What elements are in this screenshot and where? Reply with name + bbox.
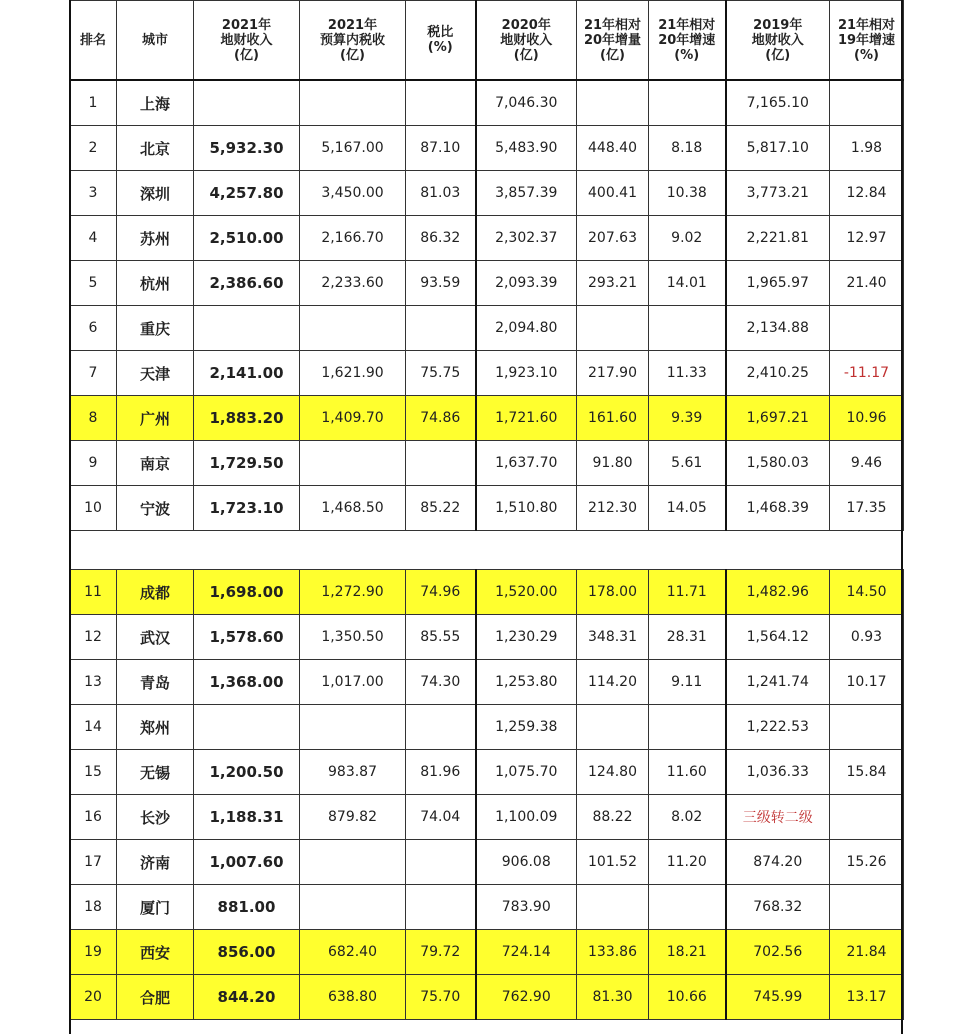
cell-rev2020[interactable]: 1,923.10	[476, 351, 577, 396]
cell-rank[interactable]: 13	[70, 660, 117, 705]
cell-rev2021[interactable]: 2,141.00	[194, 351, 300, 396]
header-increase-vs-2020[interactable]: 21年相对 20年增量 (亿)	[577, 1, 649, 81]
cell-rev2019[interactable]: 1,241.74	[726, 660, 830, 705]
cell-rank[interactable]: 7	[70, 351, 117, 396]
cell-growth-vs-2020[interactable]	[649, 705, 726, 750]
cell-tax2021[interactable]: 682.40	[300, 930, 406, 975]
cell-growth-vs-2019[interactable]: 10.96	[830, 396, 904, 441]
cell-growth-vs-2020[interactable]: 8.18	[649, 126, 726, 171]
cell-growth-vs-2020[interactable]: 9.39	[649, 396, 726, 441]
cell-growth-vs-2020[interactable]: 11.20	[649, 840, 726, 885]
cell-increase-vs-2020[interactable]: 133.86	[577, 930, 649, 975]
cell-rev2021[interactable]: 1,368.00	[194, 660, 300, 705]
cell-tax-ratio[interactable]	[406, 441, 476, 486]
cell-rev2020[interactable]: 1,230.29	[476, 615, 577, 660]
cell-growth-vs-2020[interactable]	[649, 885, 726, 930]
cell-city[interactable]: 合肥	[117, 975, 194, 1020]
cell-rev2019[interactable]: 1,564.12	[726, 615, 830, 660]
cell-tax-ratio[interactable]	[406, 306, 476, 351]
cell-city[interactable]: 广州	[117, 396, 194, 441]
cell-growth-vs-2020[interactable]: 11.33	[649, 351, 726, 396]
cell-growth-vs-2019[interactable]: 13.17	[830, 975, 904, 1020]
header-rank[interactable]: 排名	[70, 1, 117, 81]
table-row	[70, 396, 904, 441]
cell-tax2021[interactable]	[300, 306, 406, 351]
cell-rank[interactable]: 18	[70, 885, 117, 930]
header-rev2020[interactable]: 2020年 地财收入 (亿)	[476, 1, 577, 81]
cell-rev2021[interactable]: 2,510.00	[194, 216, 300, 261]
cell-tax2021[interactable]: 1,621.90	[300, 351, 406, 396]
cell-growth-vs-2020[interactable]: 5.61	[649, 441, 726, 486]
cell-tax2021[interactable]	[300, 885, 406, 930]
table-row	[70, 261, 904, 306]
table-row	[70, 795, 904, 840]
cell-rank[interactable]: 1	[70, 80, 117, 126]
cell-increase-vs-2020[interactable]: 293.21	[577, 261, 649, 306]
cell-tax2021[interactable]: 638.80	[300, 975, 406, 1020]
cell-city[interactable]: 无锡	[117, 750, 194, 795]
cell-tax2021[interactable]: 2,166.70	[300, 216, 406, 261]
cell-tax2021[interactable]: 5,167.00	[300, 126, 406, 171]
cell-rev2020[interactable]: 724.14	[476, 930, 577, 975]
cell-growth-vs-2019[interactable]	[830, 795, 904, 840]
table-row	[70, 486, 904, 531]
cell-tax2021[interactable]: 1,017.00	[300, 660, 406, 705]
cell-rev2019[interactable]: 3,773.21	[726, 171, 830, 216]
cell-growth-vs-2020[interactable]: 9.02	[649, 216, 726, 261]
cell-rev2021[interactable]	[194, 80, 300, 126]
cell-rev2020[interactable]: 7,046.30	[476, 80, 577, 126]
header-tax-ratio[interactable]: 税比 (%)	[406, 1, 476, 81]
cell-city[interactable]: 北京	[117, 126, 194, 171]
cell-rev2019[interactable]: 1,468.39	[726, 486, 830, 531]
cell-growth-vs-2020[interactable]: 18.21	[649, 930, 726, 975]
cell-rev2019[interactable]: 1,697.21	[726, 396, 830, 441]
cell-growth-vs-2019[interactable]: 15.26	[830, 840, 904, 885]
fiscal-revenue-table	[69, 0, 904, 1020]
cell-rev2019[interactable]: 三级转二级	[726, 795, 830, 840]
cell-growth-vs-2019[interactable]: 12.84	[830, 171, 904, 216]
cell-growth-vs-2019[interactable]: 0.93	[830, 615, 904, 660]
cell-increase-vs-2020[interactable]: 217.90	[577, 351, 649, 396]
header-city[interactable]: 城市	[117, 1, 194, 81]
cell-rank[interactable]: 6	[70, 306, 117, 351]
cell-growth-vs-2020[interactable]: 11.60	[649, 750, 726, 795]
cell-rev2020[interactable]: 1,075.70	[476, 750, 577, 795]
cell-growth-vs-2020[interactable]: 8.02	[649, 795, 726, 840]
cell-rev2020[interactable]: 1,637.70	[476, 441, 577, 486]
cell-rank[interactable]: 12	[70, 615, 117, 660]
cell-increase-vs-2020[interactable]: 400.41	[577, 171, 649, 216]
cell-rev2021[interactable]: 1,723.10	[194, 486, 300, 531]
cell-rev2021[interactable]: 1,883.20	[194, 396, 300, 441]
table-row	[70, 80, 904, 126]
cell-rev2020[interactable]: 1,100.09	[476, 795, 577, 840]
cell-tax-ratio[interactable]: 87.10	[406, 126, 476, 171]
cell-tax-ratio[interactable]: 81.96	[406, 750, 476, 795]
cell-tax-ratio[interactable]: 75.75	[406, 351, 476, 396]
cell-city[interactable]: 郑州	[117, 705, 194, 750]
cell-city[interactable]: 成都	[117, 570, 194, 615]
cell-increase-vs-2020[interactable]: 161.60	[577, 396, 649, 441]
cell-increase-vs-2020[interactable]: 212.30	[577, 486, 649, 531]
cell-growth-vs-2020[interactable]: 10.66	[649, 975, 726, 1020]
cell-rev2021[interactable]: 4,257.80	[194, 171, 300, 216]
cell-rev2021[interactable]: 856.00	[194, 930, 300, 975]
cell-increase-vs-2020[interactable]: 88.22	[577, 795, 649, 840]
cell-city[interactable]: 长沙	[117, 795, 194, 840]
cell-increase-vs-2020[interactable]: 178.00	[577, 570, 649, 615]
cell-rank[interactable]: 10	[70, 486, 117, 531]
cell-tax-ratio[interactable]: 86.32	[406, 216, 476, 261]
cell-tax2021[interactable]: 983.87	[300, 750, 406, 795]
table-row	[70, 216, 904, 261]
cell-growth-vs-2019[interactable]: 21.84	[830, 930, 904, 975]
cell-rev2020[interactable]: 5,483.90	[476, 126, 577, 171]
cell-tax-ratio[interactable]: 75.70	[406, 975, 476, 1020]
cell-rank[interactable]: 9	[70, 441, 117, 486]
table-row	[70, 570, 904, 615]
cell-growth-vs-2020[interactable]: 10.38	[649, 171, 726, 216]
cell-growth-vs-2020[interactable]: 11.71	[649, 570, 726, 615]
cell-rev2019[interactable]: 5,817.10	[726, 126, 830, 171]
cell-growth-vs-2019[interactable]	[830, 80, 904, 126]
cell-rev2021[interactable]: 1,200.50	[194, 750, 300, 795]
fiscal-revenue-table-container	[69, 0, 903, 1034]
cell-city[interactable]: 重庆	[117, 306, 194, 351]
cell-increase-vs-2020[interactable]	[577, 306, 649, 351]
cell-growth-vs-2019[interactable]: 10.17	[830, 660, 904, 705]
cell-rev2021[interactable]	[194, 306, 300, 351]
cell-rev2020[interactable]: 2,302.37	[476, 216, 577, 261]
cell-rev2019[interactable]: 702.56	[726, 930, 830, 975]
cell-rev2020[interactable]: 1,510.80	[476, 486, 577, 531]
cell-tax-ratio[interactable]: 74.86	[406, 396, 476, 441]
table-row	[70, 705, 904, 750]
cell-tax2021[interactable]: 1,350.50	[300, 615, 406, 660]
cell-tax2021[interactable]	[300, 80, 406, 126]
cell-increase-vs-2020[interactable]: 448.40	[577, 126, 649, 171]
cell-rev2020[interactable]: 1,520.00	[476, 570, 577, 615]
cell-rank[interactable]: 19	[70, 930, 117, 975]
cell-city[interactable]: 西安	[117, 930, 194, 975]
cell-rank[interactable]: 20	[70, 975, 117, 1020]
table-row	[70, 126, 904, 171]
cell-growth-vs-2019[interactable]	[830, 306, 904, 351]
cell-tax2021[interactable]	[300, 441, 406, 486]
cell-rev2019[interactable]: 7,165.10	[726, 80, 830, 126]
cell-rank[interactable]: 11	[70, 570, 117, 615]
cell-rev2019[interactable]: 2,410.25	[726, 351, 830, 396]
cell-rev2020[interactable]: 1,259.38	[476, 705, 577, 750]
cell-city[interactable]: 青岛	[117, 660, 194, 705]
cell-city[interactable]: 厦门	[117, 885, 194, 930]
cell-tax2021[interactable]: 3,450.00	[300, 171, 406, 216]
cell-rev2021[interactable]: 844.20	[194, 975, 300, 1020]
cell-rev2019[interactable]: 2,134.88	[726, 306, 830, 351]
cell-rev2020[interactable]: 906.08	[476, 840, 577, 885]
cell-tax-ratio[interactable]: 74.04	[406, 795, 476, 840]
cell-increase-vs-2020[interactable]: 101.52	[577, 840, 649, 885]
cell-city[interactable]: 济南	[117, 840, 194, 885]
cell-rank[interactable]: 16	[70, 795, 117, 840]
cell-tax2021[interactable]: 2,233.60	[300, 261, 406, 306]
cell-tax-ratio[interactable]	[406, 840, 476, 885]
cell-increase-vs-2020[interactable]: 124.80	[577, 750, 649, 795]
cell-rev2019[interactable]: 1,580.03	[726, 441, 830, 486]
cell-city[interactable]: 苏州	[117, 216, 194, 261]
cell-rank[interactable]: 5	[70, 261, 117, 306]
cell-tax2021[interactable]: 879.82	[300, 795, 406, 840]
cell-tax-ratio[interactable]	[406, 885, 476, 930]
cell-rank[interactable]: 4	[70, 216, 117, 261]
header-tax2021[interactable]: 2021年 预算内税收 (亿)	[300, 1, 406, 81]
cell-tax-ratio[interactable]: 74.96	[406, 570, 476, 615]
cell-city[interactable]: 深圳	[117, 171, 194, 216]
cell-rev2021[interactable]: 881.00	[194, 885, 300, 930]
cell-growth-vs-2020[interactable]: 14.01	[649, 261, 726, 306]
cell-rev2019[interactable]: 768.32	[726, 885, 830, 930]
table-row	[70, 441, 904, 486]
cell-growth-vs-2019[interactable]: 9.46	[830, 441, 904, 486]
spacer-cell	[70, 531, 904, 570]
cell-rev2019[interactable]: 1,482.96	[726, 570, 830, 615]
cell-city[interactable]: 南京	[117, 441, 194, 486]
cell-rev2020[interactable]: 1,721.60	[476, 396, 577, 441]
cell-growth-vs-2020[interactable]: 14.05	[649, 486, 726, 531]
table-row	[70, 171, 904, 216]
cell-rev2021[interactable]: 1,007.60	[194, 840, 300, 885]
cell-increase-vs-2020[interactable]: 81.30	[577, 975, 649, 1020]
table-row	[70, 840, 904, 885]
cell-growth-vs-2019[interactable]	[830, 705, 904, 750]
cell-growth-vs-2019[interactable]: 21.40	[830, 261, 904, 306]
cell-increase-vs-2020[interactable]: 348.31	[577, 615, 649, 660]
cell-rev2019[interactable]: 1,965.97	[726, 261, 830, 306]
header-rev2019[interactable]: 2019年 地财收入 (亿)	[726, 1, 830, 81]
cell-tax-ratio[interactable]: 85.22	[406, 486, 476, 531]
cell-rev2019[interactable]: 2,221.81	[726, 216, 830, 261]
cell-rev2019[interactable]: 1,222.53	[726, 705, 830, 750]
cell-tax2021[interactable]	[300, 705, 406, 750]
cell-rev2020[interactable]: 783.90	[476, 885, 577, 930]
table-row	[70, 750, 904, 795]
cell-growth-vs-2020[interactable]: 9.11	[649, 660, 726, 705]
cell-rank[interactable]: 14	[70, 705, 117, 750]
table-row	[70, 615, 904, 660]
cell-tax-ratio[interactable]: 81.03	[406, 171, 476, 216]
cell-rev2020[interactable]: 1,253.80	[476, 660, 577, 705]
cell-tax2021[interactable]: 1,468.50	[300, 486, 406, 531]
cell-rev2019[interactable]: 1,036.33	[726, 750, 830, 795]
cell-rev2020[interactable]: 2,093.39	[476, 261, 577, 306]
cell-tax-ratio[interactable]	[406, 705, 476, 750]
cell-rev2021[interactable]: 5,932.30	[194, 126, 300, 171]
cell-rev2021[interactable]: 1,188.31	[194, 795, 300, 840]
cell-tax-ratio[interactable]: 79.72	[406, 930, 476, 975]
cell-tax2021[interactable]	[300, 840, 406, 885]
header-row	[70, 1, 904, 81]
cell-growth-vs-2020[interactable]	[649, 80, 726, 126]
cell-city[interactable]: 杭州	[117, 261, 194, 306]
cell-growth-vs-2019[interactable]: 17.35	[830, 486, 904, 531]
cell-city[interactable]: 天津	[117, 351, 194, 396]
cell-tax-ratio[interactable]: 85.55	[406, 615, 476, 660]
cell-rev2021[interactable]: 1,698.00	[194, 570, 300, 615]
header-growth-vs-2020[interactable]: 21年相对 20年增速 (%)	[649, 1, 726, 81]
table-body	[70, 80, 904, 1020]
cell-increase-vs-2020[interactable]: 91.80	[577, 441, 649, 486]
cell-rev2019[interactable]: 874.20	[726, 840, 830, 885]
cell-rev2021[interactable]	[194, 705, 300, 750]
cell-increase-vs-2020[interactable]	[577, 80, 649, 126]
cell-growth-vs-2020[interactable]	[649, 306, 726, 351]
cell-growth-vs-2019[interactable]: 1.98	[830, 126, 904, 171]
table-row	[70, 306, 904, 351]
table-row	[70, 351, 904, 396]
cell-increase-vs-2020[interactable]: 207.63	[577, 216, 649, 261]
cell-growth-vs-2019[interactable]: 12.97	[830, 216, 904, 261]
cell-tax-ratio[interactable]: 74.30	[406, 660, 476, 705]
table-row	[70, 975, 904, 1020]
cell-tax-ratio[interactable]	[406, 80, 476, 126]
cell-rank[interactable]: 3	[70, 171, 117, 216]
cell-rev2019[interactable]: 745.99	[726, 975, 830, 1020]
cell-rank[interactable]: 17	[70, 840, 117, 885]
cell-rank[interactable]: 2	[70, 126, 117, 171]
cell-increase-vs-2020[interactable]	[577, 705, 649, 750]
cell-rev2021[interactable]: 1,729.50	[194, 441, 300, 486]
header-rev2021[interactable]: 2021年 地财收入 (亿)	[194, 1, 300, 81]
cell-rev2020[interactable]: 3,857.39	[476, 171, 577, 216]
cell-tax2021[interactable]: 1,409.70	[300, 396, 406, 441]
table-row	[70, 930, 904, 975]
cell-increase-vs-2020[interactable]	[577, 885, 649, 930]
cell-rev2021[interactable]: 2,386.60	[194, 261, 300, 306]
cell-rank[interactable]: 8	[70, 396, 117, 441]
cell-tax2021[interactable]: 1,272.90	[300, 570, 406, 615]
cell-rev2021[interactable]: 1,578.60	[194, 615, 300, 660]
cell-increase-vs-2020[interactable]: 114.20	[577, 660, 649, 705]
cell-growth-vs-2019[interactable]: 14.50	[830, 570, 904, 615]
cell-growth-vs-2019[interactable]	[830, 885, 904, 930]
cell-city[interactable]: 武汉	[117, 615, 194, 660]
cell-city[interactable]: 上海	[117, 80, 194, 126]
cell-rev2020[interactable]: 762.90	[476, 975, 577, 1020]
table-row	[70, 660, 904, 705]
header-growth-vs-2019[interactable]: 21年相对 19年增速 (%)	[830, 1, 904, 81]
table-spacer-row	[70, 531, 904, 570]
cell-rank[interactable]: 15	[70, 750, 117, 795]
table-row	[70, 885, 904, 930]
cell-growth-vs-2019[interactable]: -11.17	[830, 351, 904, 396]
cell-city[interactable]: 宁波	[117, 486, 194, 531]
cell-tax-ratio[interactable]: 93.59	[406, 261, 476, 306]
cell-growth-vs-2019[interactable]: 15.84	[830, 750, 904, 795]
cell-rev2020[interactable]: 2,094.80	[476, 306, 577, 351]
cell-growth-vs-2020[interactable]: 28.31	[649, 615, 726, 660]
